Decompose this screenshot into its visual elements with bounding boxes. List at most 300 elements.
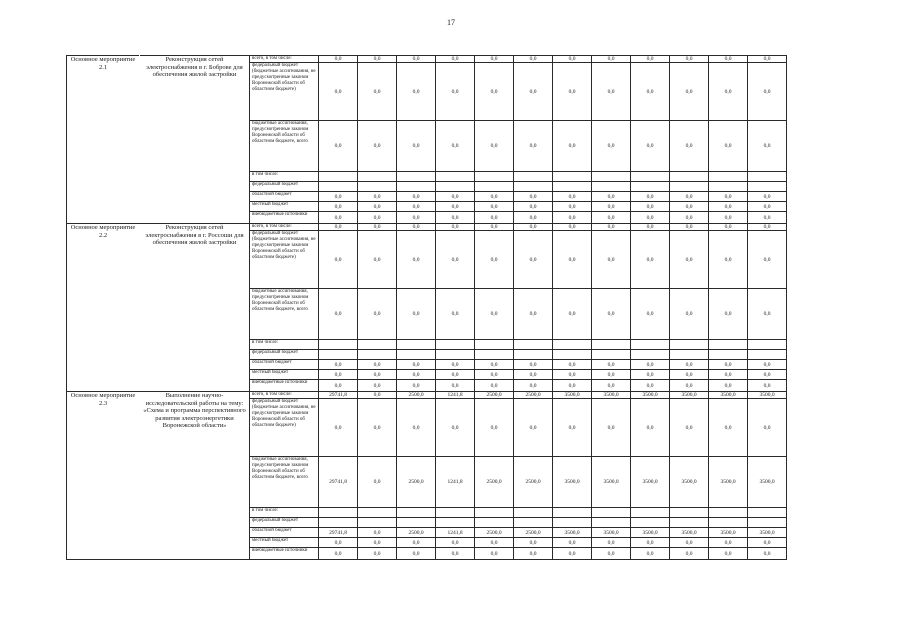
amount-cell	[748, 172, 787, 182]
amount-cell: 0,0	[748, 63, 787, 121]
amount-cell	[748, 518, 787, 528]
amount-cell: 0,0	[670, 380, 709, 392]
amount-cell	[709, 350, 748, 360]
amount-cell: 0,0	[748, 548, 787, 560]
amount-cell: 0,0	[514, 538, 553, 548]
amount-cell	[475, 508, 514, 518]
amount-cell: 0,0	[670, 202, 709, 212]
amount-cell: 0,0	[436, 63, 475, 121]
amount-cell: 0,0	[631, 538, 670, 548]
amount-cell: 0,0	[631, 360, 670, 370]
amount-cell	[592, 172, 631, 182]
amount-cell: 0,0	[553, 231, 592, 289]
amount-cell: 3500,0	[631, 528, 670, 538]
amount-cell: 0,0	[553, 224, 592, 231]
amount-cell: 0,0	[592, 289, 631, 340]
amount-cell: 0,0	[709, 548, 748, 560]
amount-cell: 0,0	[553, 360, 592, 370]
amount-cell: 0,0	[748, 289, 787, 340]
amount-cell	[553, 508, 592, 518]
amount-cell: 0,0	[748, 56, 787, 63]
amount-cell: 29741,8	[319, 457, 358, 508]
funding-source-label: федеральный бюджет	[250, 350, 319, 360]
table-row	[67, 224, 787, 231]
amount-cell: 0,0	[709, 212, 748, 224]
amount-cell	[319, 172, 358, 182]
amount-cell: 0,0	[748, 380, 787, 392]
amount-cell: 0,0	[631, 231, 670, 289]
amount-cell: 0,0	[670, 360, 709, 370]
funding-source-label: в том числе:	[250, 508, 319, 518]
amount-cell: 0,0	[514, 399, 553, 457]
funding-source-label: внебюджетные источники	[250, 212, 319, 224]
amount-cell: 0,0	[670, 548, 709, 560]
amount-cell: 0,0	[358, 360, 397, 370]
funding-source-label: в том числе:	[250, 172, 319, 182]
amount-cell: 0,0	[436, 56, 475, 63]
amount-cell: 0,0	[592, 192, 631, 202]
amount-cell	[397, 518, 436, 528]
funding-source-label: федеральный бюджет (бюджетные ассигнования, не предусмотренные законом Воронежской области об областном бюджете)	[250, 231, 319, 289]
amount-cell: 0,0	[553, 202, 592, 212]
amount-cell: 0,0	[670, 370, 709, 380]
amount-cell: 0,0	[709, 63, 748, 121]
amount-cell: 2500,0	[514, 528, 553, 538]
amount-cell: 0,0	[475, 380, 514, 392]
amount-cell	[475, 518, 514, 528]
amount-cell	[397, 508, 436, 518]
amount-cell: 3500,0	[670, 457, 709, 508]
amount-cell	[397, 182, 436, 192]
amount-cell: 0,0	[397, 380, 436, 392]
amount-cell: 0,0	[709, 538, 748, 548]
amount-cell: 0,0	[514, 231, 553, 289]
funding-source-label: областной бюджет	[250, 528, 319, 538]
amount-cell: 0,0	[592, 399, 631, 457]
funding-source-label: федеральный бюджет (бюджетные ассигнования, не предусмотренные законом Воронежской области об областном бюджете)	[250, 399, 319, 457]
amount-cell: 0,0	[748, 202, 787, 212]
amount-cell: 0,0	[358, 392, 397, 399]
funding-source-label: бюджетные ассигнования, предусмотренные законом Воронежской области об областном бюджете, всего	[250, 457, 319, 508]
amount-cell: 0,0	[514, 289, 553, 340]
amount-cell: 0,0	[319, 548, 358, 560]
amount-cell	[592, 340, 631, 350]
amount-cell	[319, 508, 358, 518]
amount-cell: 0,0	[397, 212, 436, 224]
amount-cell: 0,0	[319, 202, 358, 212]
amount-cell	[436, 172, 475, 182]
amount-cell: 0,0	[436, 289, 475, 340]
amount-cell: 3500,0	[631, 457, 670, 508]
funding-source-label: всего, в том числе:	[250, 224, 319, 231]
amount-cell: 0,0	[436, 370, 475, 380]
amount-cell: 0,0	[358, 63, 397, 121]
amount-cell: 0,0	[319, 224, 358, 231]
amount-cell: 0,0	[397, 538, 436, 548]
table-row	[67, 56, 787, 63]
amount-cell: 0,0	[553, 121, 592, 172]
amount-cell	[670, 172, 709, 182]
amount-cell: 0,0	[358, 538, 397, 548]
funding-source-label: федеральный бюджет	[250, 518, 319, 528]
amount-cell: 0,0	[553, 212, 592, 224]
amount-cell: 0,0	[397, 548, 436, 560]
amount-cell: 2500,0	[514, 392, 553, 399]
amount-cell: 0,0	[670, 399, 709, 457]
amount-cell: 0,0	[631, 212, 670, 224]
amount-cell: 0,0	[670, 56, 709, 63]
amount-cell: 0,0	[514, 360, 553, 370]
amount-cell: 0,0	[319, 121, 358, 172]
amount-cell: 0,0	[475, 231, 514, 289]
amount-cell: 0,0	[475, 192, 514, 202]
amount-cell: 0,0	[514, 548, 553, 560]
amount-cell	[670, 340, 709, 350]
amount-cell	[436, 340, 475, 350]
funding-source-label: бюджетные ассигнования, предусмотренные законом Воронежской области об областном бюджете, всего	[250, 121, 319, 172]
amount-cell	[553, 340, 592, 350]
amount-cell: 0,0	[397, 370, 436, 380]
amount-cell: 0,0	[436, 399, 475, 457]
amount-cell: 0,0	[475, 56, 514, 63]
amount-cell	[592, 182, 631, 192]
amount-cell: 3500,0	[553, 457, 592, 508]
amount-cell: 0,0	[475, 212, 514, 224]
amount-cell: 0,0	[319, 399, 358, 457]
amount-cell: 0,0	[319, 538, 358, 548]
amount-cell	[514, 172, 553, 182]
amount-cell: 0,0	[358, 212, 397, 224]
amount-cell: 3500,0	[592, 528, 631, 538]
activity-description: Выполнение научно-исследовательской работы на тему: «Схема и программа перспективного развития электроэнергетики Воронежской области»	[140, 392, 250, 560]
amount-cell: 0,0	[397, 121, 436, 172]
amount-cell: 0,0	[436, 538, 475, 548]
funding-source-label: внебюджетные источники	[250, 380, 319, 392]
amount-cell	[709, 340, 748, 350]
amount-cell	[397, 350, 436, 360]
amount-cell: 0,0	[592, 538, 631, 548]
amount-cell: 0,0	[709, 192, 748, 202]
amount-cell: 0,0	[748, 538, 787, 548]
funding-source-label: всего, в том числе:	[250, 392, 319, 399]
amount-cell	[709, 182, 748, 192]
amount-cell: 0,0	[475, 63, 514, 121]
amount-cell: 0,0	[436, 360, 475, 370]
amount-cell	[553, 182, 592, 192]
amount-cell	[358, 340, 397, 350]
amount-cell: 3500,0	[631, 392, 670, 399]
amount-cell: 0,0	[592, 380, 631, 392]
amount-cell: 0,0	[319, 212, 358, 224]
amount-cell: 3500,0	[592, 392, 631, 399]
amount-cell: 0,0	[553, 399, 592, 457]
amount-cell: 0,0	[397, 192, 436, 202]
amount-cell: 0,0	[358, 56, 397, 63]
amount-cell: 3500,0	[748, 457, 787, 508]
amount-cell	[514, 182, 553, 192]
amount-cell: 0,0	[319, 192, 358, 202]
amount-cell: 2500,0	[475, 528, 514, 538]
amount-cell: 3500,0	[553, 528, 592, 538]
amount-cell: 0,0	[514, 224, 553, 231]
amount-cell: 1241,8	[436, 457, 475, 508]
amount-cell: 2500,0	[514, 457, 553, 508]
amount-cell: 0,0	[553, 56, 592, 63]
amount-cell: 0,0	[358, 528, 397, 538]
amount-cell: 0,0	[748, 360, 787, 370]
amount-cell	[358, 182, 397, 192]
amount-cell	[553, 350, 592, 360]
amount-cell: 0,0	[709, 370, 748, 380]
amount-cell: 0,0	[631, 380, 670, 392]
amount-cell	[475, 172, 514, 182]
amount-cell: 0,0	[436, 231, 475, 289]
amount-cell: 0,0	[709, 360, 748, 370]
amount-cell: 0,0	[358, 399, 397, 457]
amount-cell: 0,0	[631, 121, 670, 172]
amount-cell	[358, 350, 397, 360]
activity-code: Основное мероприятие 2.1	[67, 56, 140, 224]
amount-cell: 0,0	[631, 63, 670, 121]
amount-cell	[748, 182, 787, 192]
amount-cell	[670, 350, 709, 360]
amount-cell	[319, 518, 358, 528]
amount-cell	[475, 340, 514, 350]
amount-cell: 0,0	[670, 212, 709, 224]
amount-cell: 0,0	[397, 399, 436, 457]
amount-cell	[670, 518, 709, 528]
amount-cell: 2500,0	[397, 457, 436, 508]
budget-table-body	[67, 56, 787, 560]
amount-cell: 1241,8	[436, 528, 475, 538]
funding-source-label: внебюджетные источники	[250, 548, 319, 560]
amount-cell	[553, 518, 592, 528]
amount-cell: 0,0	[709, 231, 748, 289]
amount-cell: 3500,0	[709, 457, 748, 508]
funding-source-label: федеральный бюджет	[250, 182, 319, 192]
amount-cell: 0,0	[436, 121, 475, 172]
amount-cell: 0,0	[514, 63, 553, 121]
amount-cell	[592, 518, 631, 528]
activity-code: Основное мероприятие 2.2	[67, 224, 140, 392]
amount-cell: 0,0	[319, 231, 358, 289]
amount-cell: 0,0	[631, 370, 670, 380]
amount-cell: 0,0	[358, 202, 397, 212]
amount-cell	[475, 182, 514, 192]
amount-cell: 3500,0	[748, 528, 787, 538]
amount-cell: 0,0	[631, 289, 670, 340]
amount-cell: 0,0	[631, 192, 670, 202]
amount-cell: 1241,8	[436, 392, 475, 399]
amount-cell: 0,0	[592, 202, 631, 212]
amount-cell: 0,0	[709, 121, 748, 172]
amount-cell: 0,0	[397, 231, 436, 289]
amount-cell: 0,0	[397, 360, 436, 370]
amount-cell	[475, 350, 514, 360]
amount-cell: 0,0	[592, 212, 631, 224]
funding-source-label: всего, в том числе:	[250, 56, 319, 63]
amount-cell: 0,0	[592, 56, 631, 63]
amount-cell: 0,0	[514, 380, 553, 392]
amount-cell	[319, 350, 358, 360]
funding-source-label: местный бюджет	[250, 370, 319, 380]
amount-cell	[748, 350, 787, 360]
amount-cell: 0,0	[670, 63, 709, 121]
amount-cell: 0,0	[358, 192, 397, 202]
amount-cell: 3500,0	[709, 392, 748, 399]
amount-cell: 0,0	[475, 399, 514, 457]
amount-cell: 0,0	[436, 202, 475, 212]
amount-cell: 0,0	[670, 121, 709, 172]
amount-cell: 0,0	[553, 538, 592, 548]
amount-cell: 2500,0	[475, 457, 514, 508]
amount-cell	[709, 518, 748, 528]
activity-description: Реконструкция сетей электроснабжения в г. Россоши для обеспечения жилой застройки	[140, 224, 250, 392]
amount-cell: 2500,0	[475, 392, 514, 399]
amount-cell	[514, 340, 553, 350]
amount-cell: 0,0	[436, 224, 475, 231]
amount-cell	[670, 508, 709, 518]
amount-cell: 0,0	[397, 224, 436, 231]
amount-cell: 29741,8	[319, 528, 358, 538]
amount-cell: 0,0	[592, 121, 631, 172]
amount-cell: 0,0	[475, 121, 514, 172]
amount-cell: 0,0	[436, 192, 475, 202]
amount-cell: 0,0	[319, 289, 358, 340]
amount-cell	[358, 508, 397, 518]
amount-cell: 0,0	[631, 202, 670, 212]
amount-cell	[319, 182, 358, 192]
amount-cell: 0,0	[709, 56, 748, 63]
amount-cell	[358, 518, 397, 528]
amount-cell: 0,0	[514, 212, 553, 224]
amount-cell: 0,0	[553, 370, 592, 380]
amount-cell: 0,0	[709, 289, 748, 340]
amount-cell: 0,0	[319, 380, 358, 392]
amount-cell	[631, 182, 670, 192]
amount-cell: 0,0	[631, 56, 670, 63]
funding-source-label: областной бюджет	[250, 192, 319, 202]
amount-cell	[631, 518, 670, 528]
funding-source-label: местный бюджет	[250, 202, 319, 212]
amount-cell	[631, 508, 670, 518]
amount-cell: 0,0	[436, 380, 475, 392]
funding-source-label: федеральный бюджет (бюджетные ассигнования, не предусмотренные законом Воронежской области об областном бюджете)	[250, 63, 319, 121]
amount-cell	[748, 340, 787, 350]
amount-cell: 0,0	[592, 370, 631, 380]
table-row	[67, 392, 787, 399]
amount-cell: 0,0	[358, 231, 397, 289]
amount-cell: 0,0	[436, 212, 475, 224]
amount-cell	[514, 508, 553, 518]
amount-cell: 0,0	[670, 289, 709, 340]
amount-cell: 0,0	[358, 121, 397, 172]
amount-cell: 0,0	[514, 121, 553, 172]
activity-code: Основное мероприятие 2.3	[67, 392, 140, 560]
amount-cell	[553, 172, 592, 182]
amount-cell: 0,0	[748, 399, 787, 457]
amount-cell	[436, 508, 475, 518]
amount-cell	[631, 172, 670, 182]
amount-cell: 0,0	[748, 370, 787, 380]
amount-cell: 0,0	[397, 202, 436, 212]
amount-cell: 0,0	[514, 202, 553, 212]
funding-source-label: бюджетные ассигнования, предусмотренные законом Воронежской области об областном бюджете, всего	[250, 289, 319, 340]
amount-cell: 0,0	[475, 538, 514, 548]
amount-cell: 0,0	[475, 370, 514, 380]
amount-cell: 0,0	[709, 202, 748, 212]
amount-cell	[436, 182, 475, 192]
page-number: 17	[447, 18, 455, 27]
amount-cell: 0,0	[748, 224, 787, 231]
amount-cell: 0,0	[709, 224, 748, 231]
amount-cell: 0,0	[475, 202, 514, 212]
amount-cell: 0,0	[358, 370, 397, 380]
amount-cell	[631, 340, 670, 350]
activity-description: Реконструкция сетей электроснабжения в г. Боброве для обеспечения жилой застройки	[140, 56, 250, 224]
amount-cell: 0,0	[709, 399, 748, 457]
amount-cell: 0,0	[358, 457, 397, 508]
amount-cell: 29741,8	[319, 392, 358, 399]
amount-cell: 0,0	[553, 380, 592, 392]
amount-cell	[670, 182, 709, 192]
amount-cell: 0,0	[553, 192, 592, 202]
amount-cell: 0,0	[592, 224, 631, 231]
amount-cell: 0,0	[553, 289, 592, 340]
amount-cell: 0,0	[397, 289, 436, 340]
amount-cell: 0,0	[670, 231, 709, 289]
amount-cell	[592, 350, 631, 360]
amount-cell: 0,0	[748, 192, 787, 202]
amount-cell: 3500,0	[670, 528, 709, 538]
amount-cell: 2500,0	[397, 392, 436, 399]
amount-cell: 0,0	[475, 224, 514, 231]
amount-cell: 0,0	[553, 548, 592, 560]
amount-cell: 0,0	[670, 224, 709, 231]
amount-cell: 0,0	[358, 289, 397, 340]
amount-cell: 3500,0	[709, 528, 748, 538]
amount-cell: 0,0	[319, 360, 358, 370]
amount-cell: 0,0	[358, 380, 397, 392]
amount-cell: 0,0	[631, 399, 670, 457]
amount-cell: 0,0	[514, 192, 553, 202]
amount-cell: 0,0	[358, 548, 397, 560]
amount-cell: 0,0	[748, 121, 787, 172]
amount-cell: 3500,0	[748, 392, 787, 399]
amount-cell	[709, 508, 748, 518]
amount-cell: 0,0	[631, 224, 670, 231]
amount-cell: 3500,0	[592, 457, 631, 508]
amount-cell: 0,0	[514, 56, 553, 63]
amount-cell: 0,0	[748, 231, 787, 289]
amount-cell	[397, 340, 436, 350]
amount-cell: 0,0	[592, 63, 631, 121]
amount-cell	[436, 350, 475, 360]
funding-source-label: в том числе:	[250, 340, 319, 350]
budget-table	[66, 55, 787, 560]
funding-source-label: областной бюджет	[250, 360, 319, 370]
amount-cell: 0,0	[514, 370, 553, 380]
funding-source-label: местный бюджет	[250, 538, 319, 548]
amount-cell	[358, 172, 397, 182]
amount-cell: 0,0	[475, 289, 514, 340]
amount-cell	[748, 508, 787, 518]
amount-cell	[592, 508, 631, 518]
amount-cell: 0,0	[631, 548, 670, 560]
amount-cell	[436, 518, 475, 528]
amount-cell: 0,0	[670, 192, 709, 202]
amount-cell: 0,0	[358, 224, 397, 231]
